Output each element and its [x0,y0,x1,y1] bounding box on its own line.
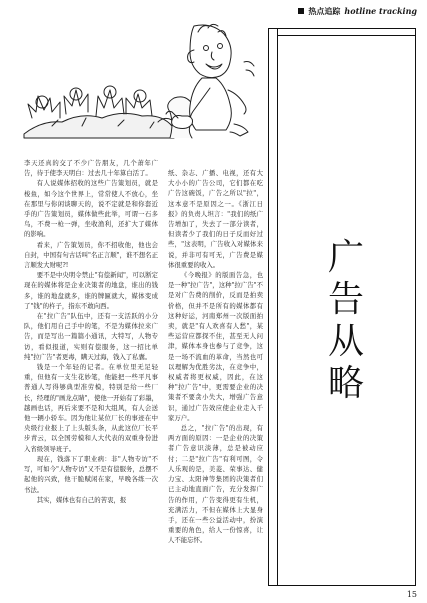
article-column-1 [24,158,158,505]
cartoon-illustration [22,22,262,142]
paragraph: 看来，广告策划员，你不招收他，他也会自封，中国有句古话叫"名正言顺"，谁不想名正言顺发大财呢?! [24,240,158,270]
paragraph: 要不是中央明令禁止"有偿新闻"，可以断定现在的媒体将是企业决策者的地盘，谁出的钱多，谁的地盘就多，谁的牌匾就大，媒体变成了"钱"的杵子，指东不敢向西。 [24,271,158,310]
paragraph: 其实，媒体也有自己的苦衷，报 [36,495,127,504]
section-category: 热点追踪 [308,6,341,16]
paragraph: 有人说媒体招收的这些广告策划员，就是梭鱼，如今这个世界上，常常使人不放心，坐在那里与你闲谈聊天的，说不定就是和你套近乎的广告策划员，媒体做些此举，可谓一石多鸟，不费一枪一弹，坐收渔利，还扩大了媒体的影响。 [24,179,158,239]
paragraph: 总之，"拉广告"的出现，有两方面的原因：一是企业的决策者广告意识淡薄，总是被动应付；二是"拉广告"有利可图，令人乐观的是，美菱、荣事达、健力宝、太阳神等集团的决策者们已主动地直面广告，充分发挥广告的作用，广告变得更有生机，充满活力，不但在媒体上大显身手，还在一些公益活动中，扮演重要的角色，给人一份惊喜，让人不能忘怀。 [168,424,263,545]
paragraph: 纸、杂志、广播、电视，还有大大小小的广告公司，它们都在吃广告这碗饭，广告之所以"拉"，这本意不是原因之一。《浙江日报》的负责人坦言："我们的纸广告增加了，失去了一部分读者，但读者少了我们的日子反而好过些，"这表明，广告收入对媒体来说，并非可有可无，广告费是媒体很重要的收入。 [168,169,263,269]
article-column-2 [168,168,263,546]
title-panel [268,28,416,586]
paragraph: 李天还真的交了不少广告朋友，几个萧年广告，待于使李天明白：过去几十年算白活了。 [24,159,158,178]
section-header [298,4,417,18]
paragraph: 在"拉广告"队伍中，还有一支活跃的小分队，他们用自己手中的笔，不是为媒体拉来广告，而是写出一篇篇小通讯，大特写，人物专访，看似报道，实则有偿服务，这一招比单纯"拉广告"者更毒，瞒天过海，钱入了私囊。 [24,312,158,361]
article-title [299,237,393,405]
title-char: 告 [327,279,364,320]
title-char: 略 [327,363,364,404]
paragraph: 《今晚报》的版面告急，也是一种"拉广告"，这种"拉广告"不是对广告费的削价，反而是拍卖价格，但并不是所有的媒体都有这种好运，河南郑州一次版面拍卖，就是"有人欢喜有人愁"，某些运营应都探不住，甚至无人问津，媒体本身也参与了竞争，这是一场不流血的革命，当然也可以理解为优胜劣汰，在竞争中，权威者将更权威，因此，在这种"拉广告"中，更需要企业的决策者不要贪小失大，增强广告意识，通过广告效应使企业走入千家万户。 [168,271,263,422]
page-number: 15 [406,590,417,599]
paragraph: 现在，钱落下了职业病：非"人物专访"不写，可如今"人物专访"又不是有偿服务，总摆不起他的兴致，他干脆赋闲在家，早晚各练一次书法。 [24,454,158,494]
title-char: 从 [327,321,364,362]
panel-rule [277,35,415,36]
title-char: 广 [327,237,364,278]
paragraph: 钱是一个年轻的记者。在单位里无足轻重，但他有一支生花妙笔，他能把一些平凡事普通人写得够典型准劳模，特别是给一些厂长，经理的"画龙点睛"，使他一开始有了彩墨，越画也话，再后来要不是和大组风，有人会送他一辆小轿车。因为他让某位厂长的事迹在中央级行业报上了上头版头条，从此这位厂长平步青云，以全国劳模和人大代表的双重身份进入省级领导班子。 [24,363,158,453]
black-square-icon [298,8,304,14]
panel-rule [277,29,278,585]
section-subtitle: hotline tracking [344,6,417,16]
